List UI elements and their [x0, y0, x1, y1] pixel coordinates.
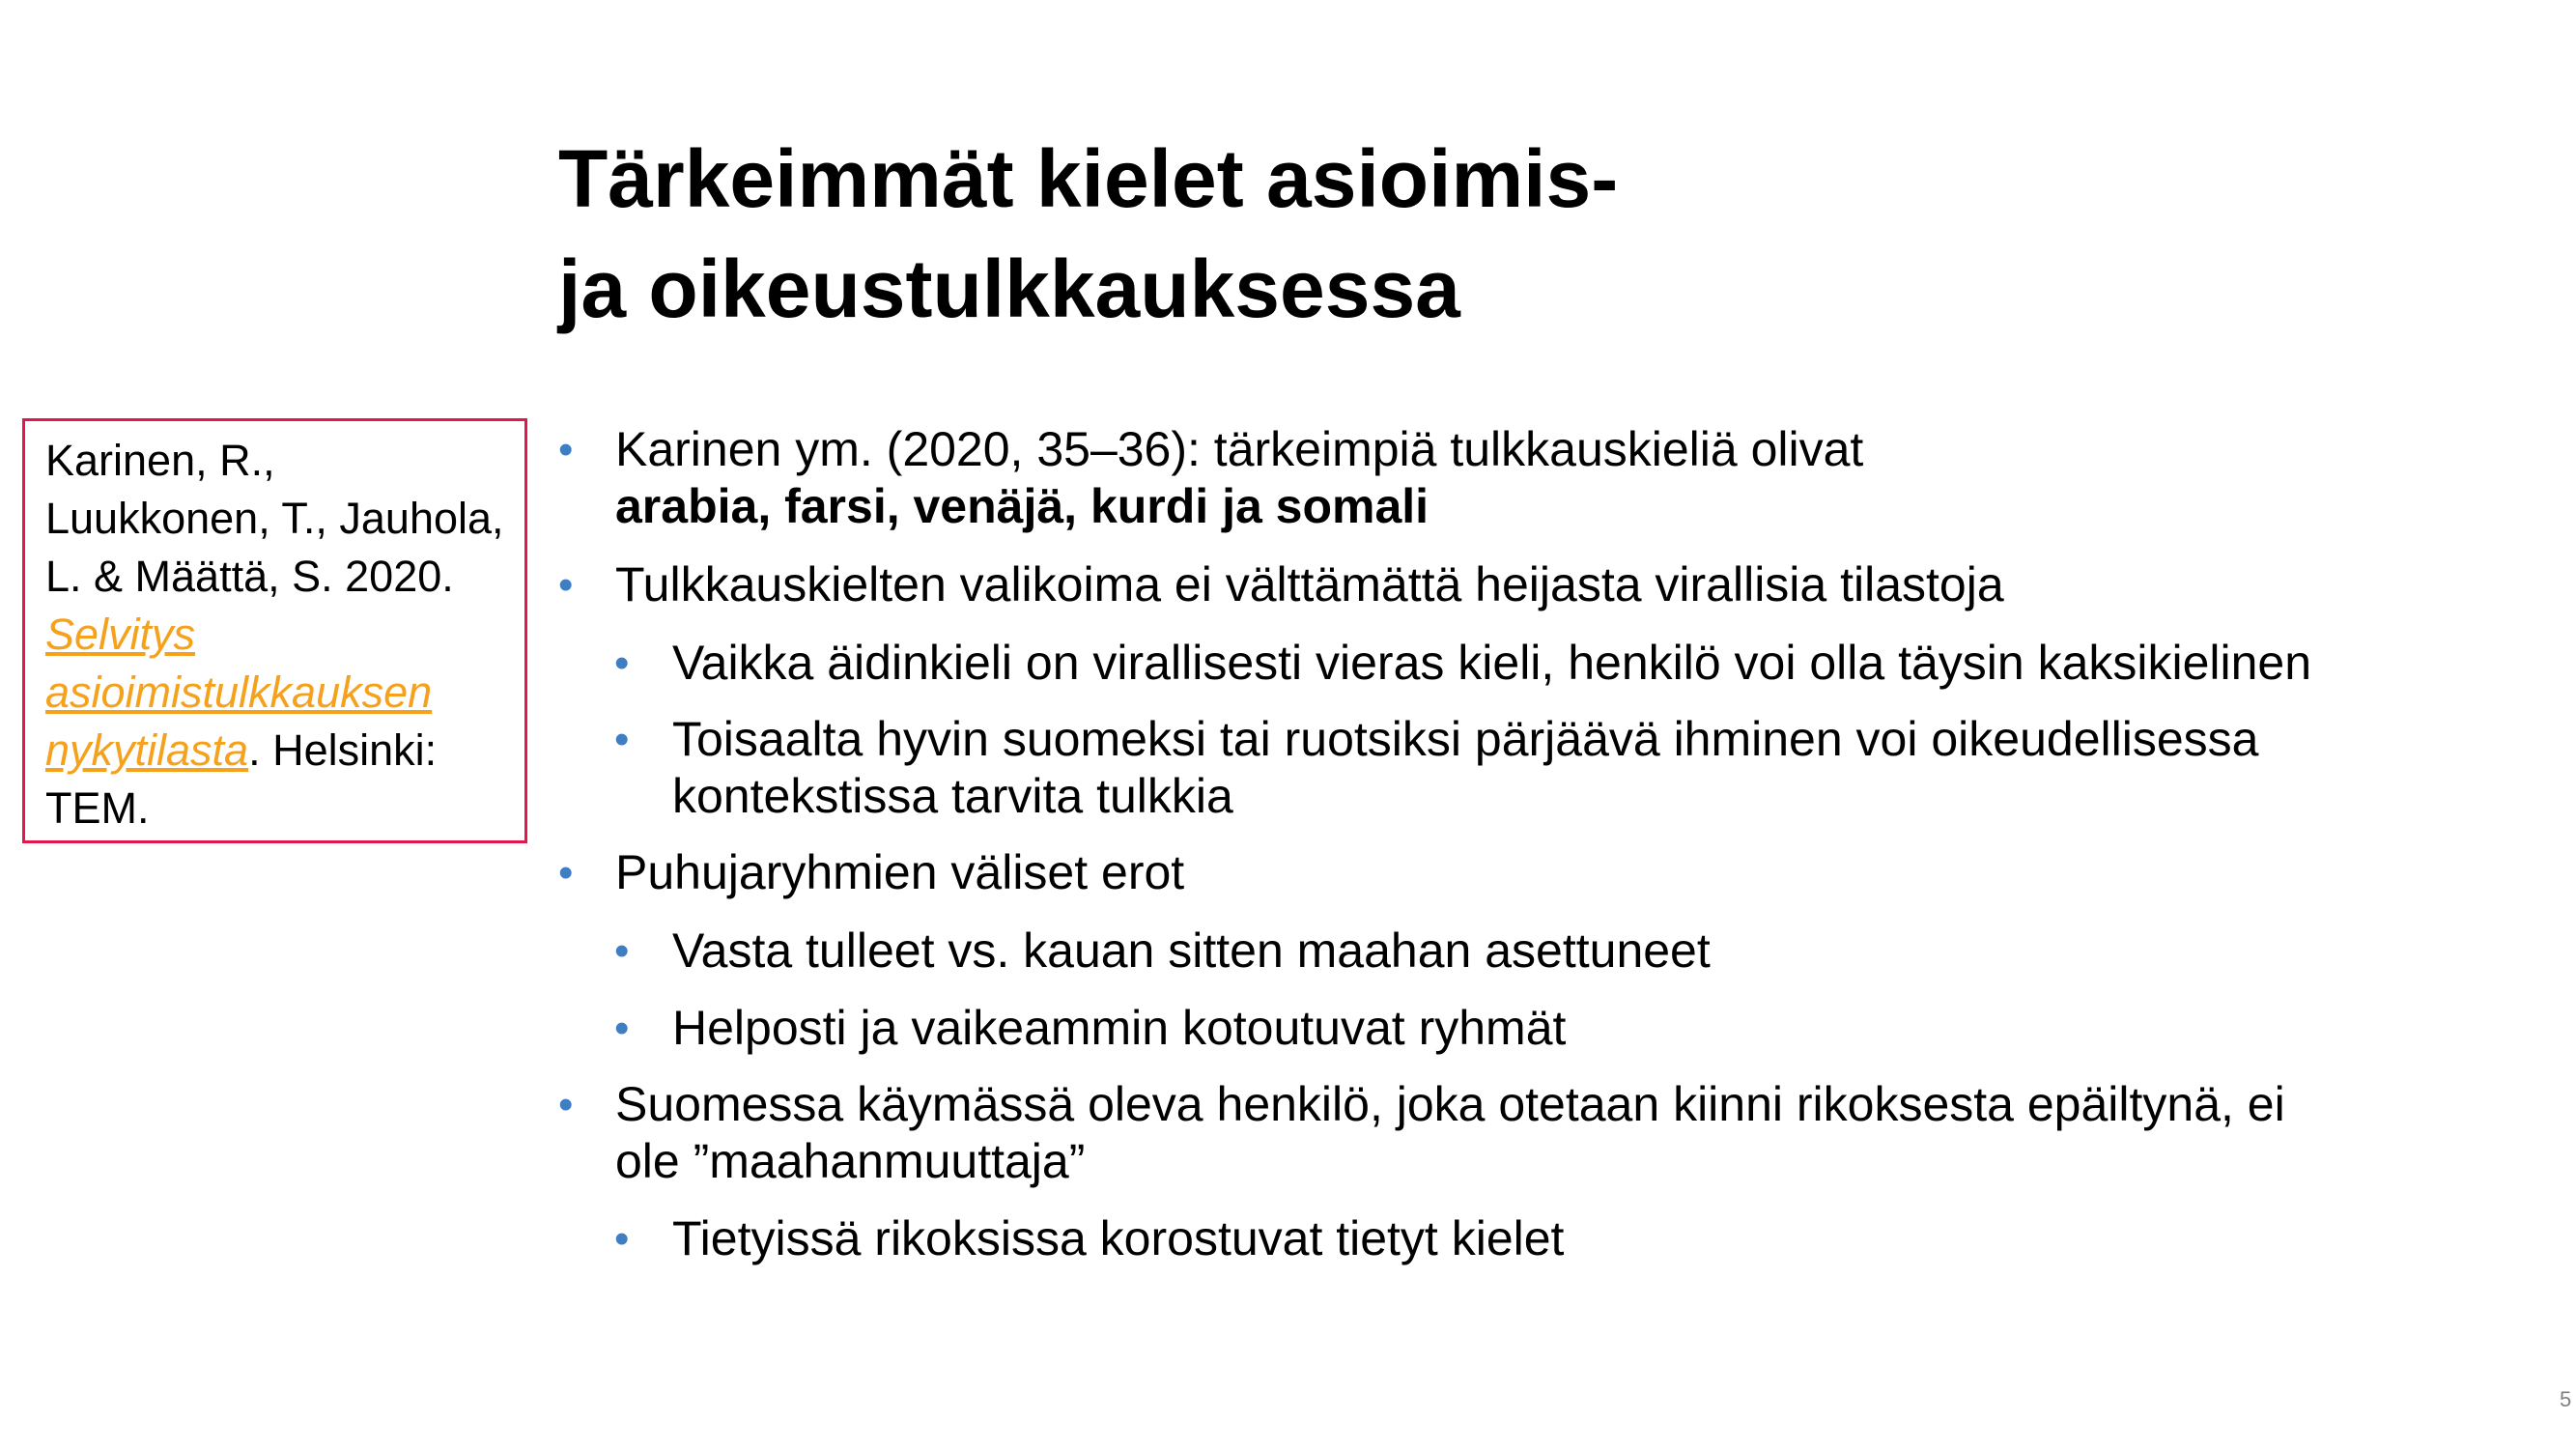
reference-text-end: . Helsinki: TEM.	[45, 725, 438, 833]
sub-bullet-item	[558, 635, 2519, 692]
sub-bullet-item	[558, 1210, 2519, 1267]
bullet-text: Karinen ym. (2020, 35–36): tärkeimpiä tulkkauskieliä olivat	[615, 422, 1864, 476]
sub-bullet-text: Toisaalta hyvin suomeksi tai ruotsiksi pärjäävä ihminen voi oikeudellisessa	[672, 712, 2259, 766]
sub-bullet-item	[558, 711, 2519, 825]
reference-text: Karinen, R., Luukkonen, T., Jauhola, L. & Määttä, S. 2020.	[45, 436, 504, 601]
bullet-item	[558, 556, 2519, 613]
bullet-item	[558, 1076, 2519, 1190]
bullet-item	[558, 844, 2519, 901]
bullet-item	[558, 421, 2519, 535]
title-line-2: ja oikeustulkkauksessa	[558, 243, 1460, 334]
reference-link[interactable]: Selvitys asioimistulkkauksen nykytilasta	[45, 610, 433, 775]
reference-box	[22, 418, 527, 843]
sub-bullet-text: Vasta tulleet vs. kauan sitten maahan asettuneet	[672, 923, 1711, 978]
sub-bullet-item	[558, 923, 2519, 980]
title-line-1: Tärkeimmät kielet asioimis-	[558, 133, 1619, 224]
bullet-icon: •	[614, 927, 630, 975]
sub-bullet-text: kontekstissa tarvita tulkkia	[672, 769, 1233, 823]
bullet-icon: •	[614, 639, 630, 687]
bullet-icon: •	[614, 1005, 630, 1052]
bullet-text: Tulkkauskielten valikoima ei välttämättä heijasta virallisia tilastoja	[615, 557, 2004, 611]
sub-bullet-text: Tietyissä rikoksissa korostuvat tietyt kielet	[672, 1211, 1565, 1265]
bullet-text: Suomessa käymässä oleva henkilö, joka otetaan kiinni rikoksesta epäiltynä, ei	[615, 1077, 2285, 1131]
bullet-icon: •	[558, 426, 574, 473]
bullet-text: Puhujaryhmien väliset erot	[615, 845, 1185, 899]
slide-title	[558, 124, 2200, 344]
sub-bullet-text: Vaikka äidinkieli on virallisesti vieras kieli, henkilö voi olla täysin kaksikielinen	[672, 636, 2312, 690]
bullet-text: ole ”maahanmuuttaja”	[615, 1134, 1086, 1188]
bullet-icon: •	[558, 849, 574, 896]
sub-bullet-text: Helposti ja vaikeammin kotoutuvat ryhmät	[672, 1001, 1567, 1055]
bullet-icon: •	[614, 716, 630, 763]
sub-bullet-item	[558, 1000, 2519, 1057]
bullet-icon: •	[558, 1081, 574, 1128]
bullet-icon: •	[558, 561, 574, 609]
bullet-icon: •	[614, 1215, 630, 1263]
page-number: 5	[2560, 1387, 2572, 1411]
bullet-text-bold: arabia, farsi, venäjä, kurdi ja somali	[615, 479, 1430, 533]
